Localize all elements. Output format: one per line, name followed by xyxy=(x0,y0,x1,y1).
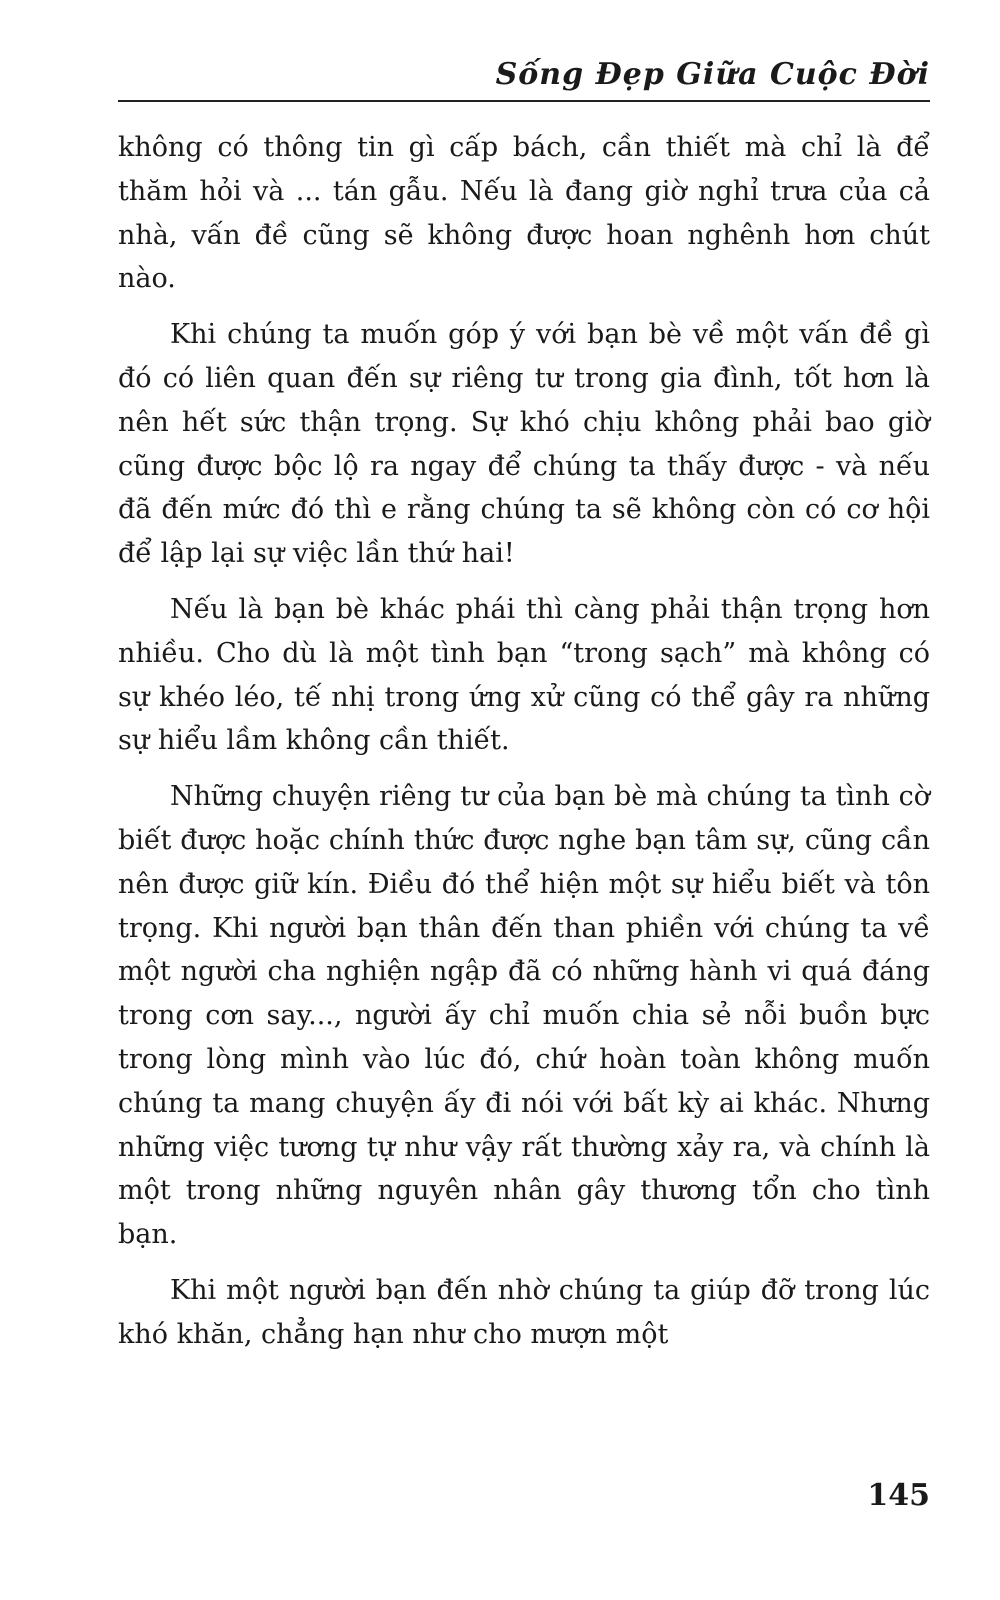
page-number: 145 xyxy=(867,1478,930,1513)
paragraph: Khi một người bạn đến nhờ chúng ta giúp đỡ trong lúc khó khăn, chẳng hạn như cho mượn một xyxy=(118,1274,930,1350)
paragraph-continued: không có thông tin gì cấp bách, cần thiết mà chỉ là để thăm hỏi và ... tán gẫu. Nếu là đang giờ nghỉ trưa của cả nhà, vấn đề cũng sẽ không được hoan nghênh hơn chút nào. xyxy=(118,132,930,295)
paragraph: Nếu là bạn bè khác phái thì càng phải thận trọng hơn nhiều. Cho dù là một tình bạn “trong sạch” mà không có sự khéo léo, tế nhị trong ứng xử cũng có thể gây ra những sự hiểu lầm không cần thiết. xyxy=(118,593,930,757)
running-head xyxy=(118,52,930,102)
page-body xyxy=(118,126,930,1369)
book-title: Sống Đẹp Giữa Cuộc Đời xyxy=(495,57,930,92)
paragraph: Khi chúng ta muốn góp ý với bạn bè về một vấn đề gì đó có liên quan đến sự riêng tư trong gia đình, tốt hơn là nên hết sức thận trọng. Sự khó chịu không phải bao giờ cũng được bộc lộ ra ngay để chúng ta thấy được - và nếu đã đến mức đó thì e rằng chúng ta sẽ không còn có cơ hội để lập lại sự việc lần thứ hai! xyxy=(118,319,930,570)
paragraph: Những chuyện riêng tư của bạn bè mà chúng ta tình cờ biết được hoặc chính thức được nghe bạn tâm sự, cũng cần nên được giữ kín. Điều đó thể hiện một sự hiểu biết và tôn trọng. Khi người bạn thân đến than phiền với chúng ta về một người cha nghiện ngập đã có những hành vi quá đáng trong cơn say..., người ấy chỉ muốn chia sẻ nỗi buồn bực trong lòng mình vào lúc đó, chứ hoàn toàn không muốn chúng ta mang chuyện ấy đi nói với bất kỳ ai khác. Nhưng những việc tương tự như vậy rất thường xảy ra, và chính là một trong những nguyên nhân gây thương tổn cho tình bạn. xyxy=(118,781,930,1251)
